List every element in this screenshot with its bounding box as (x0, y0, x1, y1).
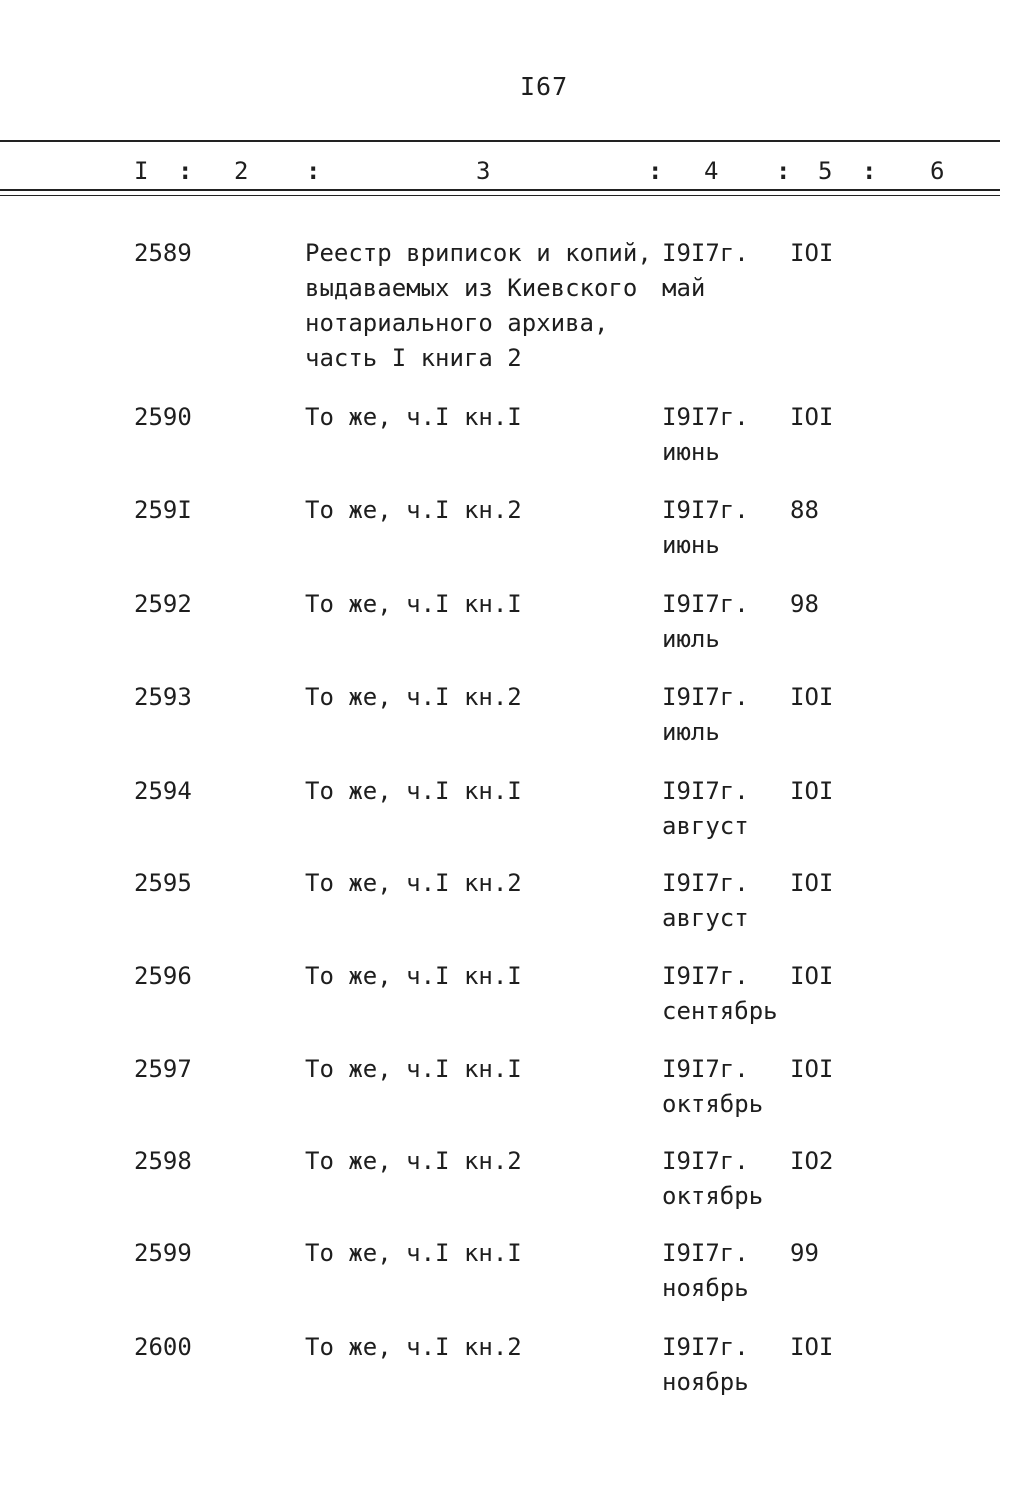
case-number: 2600 (134, 1333, 192, 1361)
case-title-line: То же, ч.I кн.I (305, 403, 522, 431)
header-bottom-rule-thin (0, 195, 1000, 196)
case-date-line: I9I7г. (662, 239, 749, 267)
case-date-line: I9I7г. (662, 496, 749, 524)
case-date-line: I9I7г. (662, 403, 749, 431)
case-title (305, 1330, 645, 1365)
header-col-6: 6 (930, 157, 945, 185)
header-col-3: 3 (476, 157, 491, 185)
sheet-count: IO2 (790, 1147, 834, 1175)
case-number: 2594 (134, 777, 192, 805)
sheet-count: IOI (790, 683, 834, 711)
case-date-line: июнь (662, 438, 720, 466)
case-date-line: I9I7г. (662, 1147, 749, 1175)
case-date-line: октябрь (662, 1182, 764, 1210)
case-title (305, 680, 645, 715)
case-title (305, 959, 645, 994)
case-title-line: То же, ч.I кн.2 (305, 869, 522, 897)
case-date (662, 587, 749, 657)
case-title-line: То же, ч.I кн.I (305, 1055, 522, 1083)
case-date-line: I9I7г. (662, 962, 749, 990)
header-separator: : (776, 157, 791, 185)
case-date-line: август (662, 812, 749, 840)
case-date-line: I9I7г. (662, 1055, 749, 1083)
case-date (662, 1236, 749, 1306)
case-title-line: То же, ч.I кн.2 (305, 1333, 522, 1361)
case-number: 2592 (134, 590, 192, 618)
header-separator: : (648, 157, 663, 185)
sheet-count: 88 (790, 496, 819, 524)
case-number: 259I (134, 496, 192, 524)
case-title-line: нотариального архива, (305, 309, 609, 337)
case-title (305, 400, 645, 435)
case-date-line: I9I7г. (662, 869, 749, 897)
case-title-line: То же, ч.I кн.I (305, 1239, 522, 1267)
case-date (662, 400, 749, 470)
header-col-1: I (134, 157, 149, 185)
sheet-count: IOI (790, 777, 834, 805)
case-date-line: I9I7г. (662, 590, 749, 618)
case-date (662, 959, 778, 1029)
case-date-line: ноябрь (662, 1368, 749, 1396)
case-date (662, 1052, 763, 1122)
case-title-line: Реестр вриписок и копий, (305, 239, 652, 267)
header-top-rule (0, 140, 1000, 142)
case-date-line: май (662, 274, 706, 302)
case-date (662, 680, 749, 750)
case-title-line: То же, ч.I кн.I (305, 962, 522, 990)
case-date-line: июль (662, 625, 720, 653)
case-date-line: сентябрь (662, 997, 778, 1025)
case-number: 2599 (134, 1239, 192, 1267)
sheet-count: IOI (790, 962, 834, 990)
case-title-line: То же, ч.I кн.2 (305, 683, 522, 711)
case-date-line: июнь (662, 531, 720, 559)
case-title-line: То же, ч.I кн.I (305, 590, 522, 618)
case-title (305, 493, 645, 528)
case-date-line: I9I7г. (662, 1333, 749, 1361)
header-separator: : (306, 157, 321, 185)
header-col-2: 2 (234, 157, 249, 185)
case-number: 2589 (134, 239, 192, 267)
case-number: 2597 (134, 1055, 192, 1083)
case-date-line: ноябрь (662, 1274, 749, 1302)
case-title-line: часть I книга 2 (305, 344, 522, 372)
sheet-count: IOI (790, 1055, 834, 1083)
case-date-line: август (662, 904, 749, 932)
case-title (305, 1144, 645, 1179)
case-title (305, 774, 645, 809)
sheet-count: IOI (790, 869, 834, 897)
case-number: 2595 (134, 869, 192, 897)
case-date-line: июль (662, 718, 720, 746)
case-title-line: То же, ч.I кн.2 (305, 496, 522, 524)
case-date-line: I9I7г. (662, 683, 749, 711)
case-number: 2590 (134, 403, 192, 431)
header-col-4: 4 (704, 157, 719, 185)
page-number: I67 (520, 72, 569, 101)
case-date (662, 493, 749, 563)
case-date-line: I9I7г. (662, 1239, 749, 1267)
case-title (305, 866, 645, 901)
case-number: 2598 (134, 1147, 192, 1175)
case-date-line: I9I7г. (662, 777, 749, 805)
case-title (305, 1052, 645, 1087)
case-date-line: октябрь (662, 1090, 764, 1118)
case-date (662, 1144, 763, 1214)
case-date (662, 236, 749, 306)
case-number: 2593 (134, 683, 192, 711)
case-number: 2596 (134, 962, 192, 990)
case-title (305, 1236, 645, 1271)
case-title (305, 587, 645, 622)
case-title-line: выдаваемых из Киевского (305, 274, 638, 302)
sheet-count: 99 (790, 1239, 819, 1267)
header-col-5: 5 (818, 157, 833, 185)
header-separator: : (862, 157, 877, 185)
case-title-line: То же, ч.I кн.2 (305, 1147, 522, 1175)
header-bottom-rule (0, 189, 1000, 191)
case-date (662, 866, 749, 936)
case-title-line: То же, ч.I кн.I (305, 777, 522, 805)
case-date (662, 774, 749, 844)
sheet-count: IOI (790, 239, 834, 267)
sheet-count: IOI (790, 403, 834, 431)
header-separator: : (178, 157, 193, 185)
case-date (662, 1330, 749, 1400)
sheet-count: 98 (790, 590, 819, 618)
sheet-count: IOI (790, 1333, 834, 1361)
case-title (305, 236, 652, 376)
